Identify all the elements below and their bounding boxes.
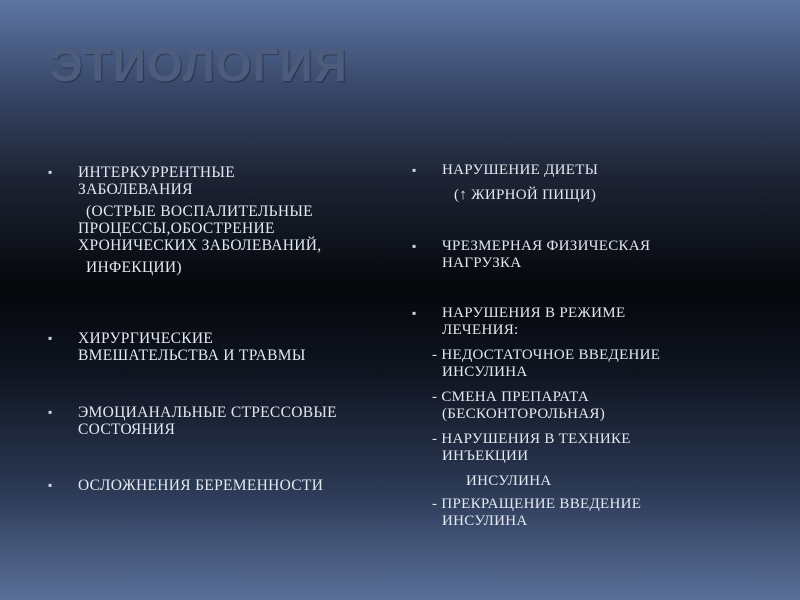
right-subitem-stop bbox=[432, 496, 641, 530]
text-line: ВМЕШАТЕЛЬСТВА И ТРАВМЫ bbox=[78, 347, 306, 364]
right-subitem-drug-change bbox=[432, 389, 605, 423]
right-bullet-physical-load bbox=[412, 238, 650, 272]
text-line: - СМЕНА ПРЕПАРАТА bbox=[432, 389, 589, 405]
text-line: ИНТЕРКУРРЕНТНЫЕ bbox=[78, 164, 235, 181]
text-line: ИНСУЛИНА bbox=[442, 364, 528, 380]
text-line: ЗАБОЛЕВАНИЯ bbox=[78, 181, 193, 198]
text-line: ИНСУЛИНА bbox=[466, 473, 552, 489]
left-bullet-pregnancy bbox=[48, 477, 323, 494]
text-line: (БЕСКОНТОРОЛЬНАЯ) bbox=[442, 406, 606, 422]
text-line: ЛЕЧЕНИЯ: bbox=[442, 322, 519, 338]
bullet-icon: ▪ bbox=[412, 239, 417, 253]
text-line: НАРУШЕНИЯ В РЕЖИМЕ bbox=[442, 305, 626, 321]
bullet-icon: ▪ bbox=[48, 331, 53, 345]
bullet-icon: ▪ bbox=[48, 478, 53, 492]
left-bullet-stress bbox=[48, 404, 337, 438]
right-subitem-technique bbox=[432, 431, 631, 490]
text-line: (↑ ЖИРНОЙ ПИЩИ) bbox=[454, 187, 597, 203]
right-bullet-treatment-regime bbox=[412, 305, 782, 339]
text-line: - ПРЕКРАЩЕНИЕ ВВЕДЕНИЕ bbox=[432, 496, 642, 512]
left-bullet-surgery bbox=[48, 330, 306, 364]
bullet-icon: ▪ bbox=[412, 306, 417, 320]
text-line: ИНЪЕКЦИИ bbox=[442, 448, 529, 464]
right-subitem-insufficient bbox=[432, 347, 660, 381]
text-line: ИНФЕКЦИИ) bbox=[86, 259, 182, 276]
text-line: СОСТОЯНИЯ bbox=[78, 421, 176, 438]
text-line: ИНСУЛИНА bbox=[442, 513, 528, 529]
bullet-icon: ▪ bbox=[412, 163, 417, 177]
text-line: - НЕДОСТАТОЧНОЕ ВВЕДЕНИЕ bbox=[432, 347, 661, 363]
right-bullet-diet bbox=[412, 162, 598, 204]
text-line: ЧРЕЗМЕРНАЯ ФИЗИЧЕСКАЯ bbox=[442, 238, 651, 254]
text-line: ХИРУРГИЧЕСКИЕ bbox=[78, 330, 214, 347]
text-line: ОСЛОЖНЕНИЯ БЕРЕМЕННОСТИ bbox=[78, 477, 324, 494]
text-line: (ОСТРЫЕ ВОСПАЛИТЕЛЬНЫЕ bbox=[86, 203, 313, 220]
text-line: НАРУШЕНИЕ ДИЕТЫ bbox=[442, 162, 599, 178]
bullet-icon: ▪ bbox=[48, 165, 53, 179]
left-bullet-intercurrent bbox=[48, 164, 321, 276]
slide-title: ЭТИОЛОГИЯ bbox=[50, 39, 348, 91]
text-line: ХРОНИЧЕСКИХ ЗАБОЛЕВАНИЙ, bbox=[78, 237, 322, 254]
text-line: ЭМОЦИАНАЛЬНЫЕ СТРЕССОВЫЕ bbox=[78, 404, 337, 421]
text-line: НАГРУЗКА bbox=[442, 255, 522, 271]
text-line: - НАРУШЕНИЯ В ТЕХНИКЕ bbox=[432, 431, 631, 447]
text-line: ПРОЦЕССЫ,ОБОСТРЕНИЕ bbox=[78, 220, 275, 237]
bullet-icon: ▪ bbox=[48, 405, 53, 419]
